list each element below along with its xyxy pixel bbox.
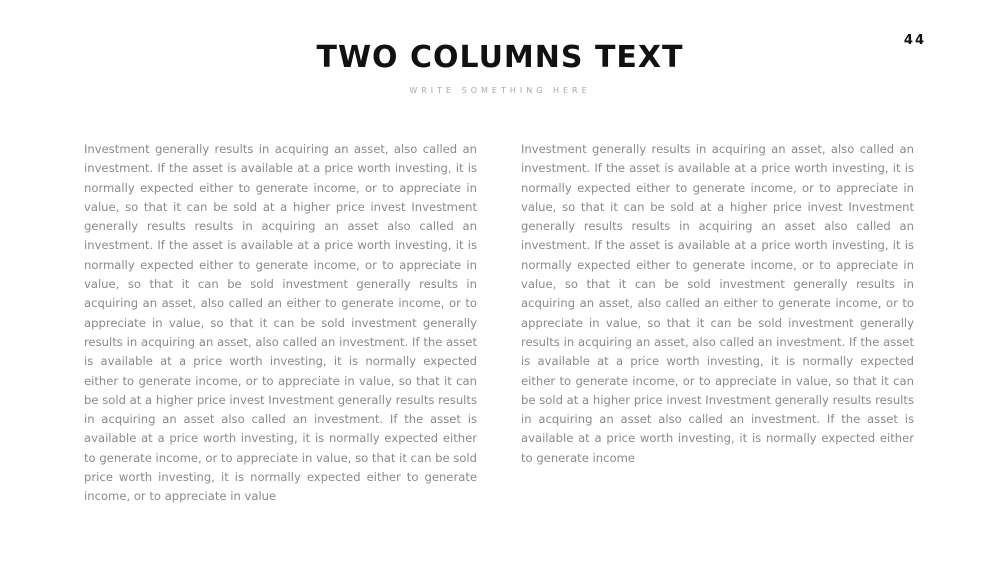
text-column-right: Investment generally results in acquiring an asset, also called an investment. If the asset is available at a price worth investing, it is normally expected either to generate income, or to appreciate in value, so that it can be sold at a higher price invest Investment generally results results in acquiring an asset also called an investment. If the asset is available at a price worth investing, it is normally expected either to generate income, or to appreciate in value, so that it can be sold investment generally results in acquiring an asset, also called an either to generate income, or to appreciate in value, so that it can be sold investment generally results in acquiring an asset, also called an investment. If the asset is available at a price worth investing, it is normally expected either to generate income, or to appreciate in value, so that it can be sold at a higher price invest Investment generally results results in acquiring an asset also called an investment. If the asset is available at a price worth investing, it is normally expected either to generate income [521,142,914,465]
text-column-left: Investment generally results in acquiring an asset, also called an investment. If the asset is available at a price worth investing, it is normally expected either to generate income, or to appreciate in value, so that it can be sold at a higher price invest Investment generally results results in acquiring an asset also called an investment. If the asset is available at a price worth investing, it is normally expected either to generate income, or to appreciate in value, so that it can be sold investment generally results in acquiring an asset, also called an either to generate income, or to appreciate in value, so that it can be sold investment generally results in acquiring an asset, also called an investment. If the asset is available at a price worth investing, it is normally expected either to generate income, or to appreciate in value, so that it can be sold at a higher price invest Investment generally results results in acquiring an asset also called an investment. If the asset is available at a price worth investing, it is normally expected either to generate income, or to appreciate in value, so that it can be sold price worth investing, it is normally expected either to generate income, or to appreciate in value [84,142,477,504]
slide-title: TWO COLUMNS TEXT [316,40,684,75]
slide-subtitle: WRITE SOMETHING HERE [409,86,591,95]
page-number: 44 [903,33,926,48]
